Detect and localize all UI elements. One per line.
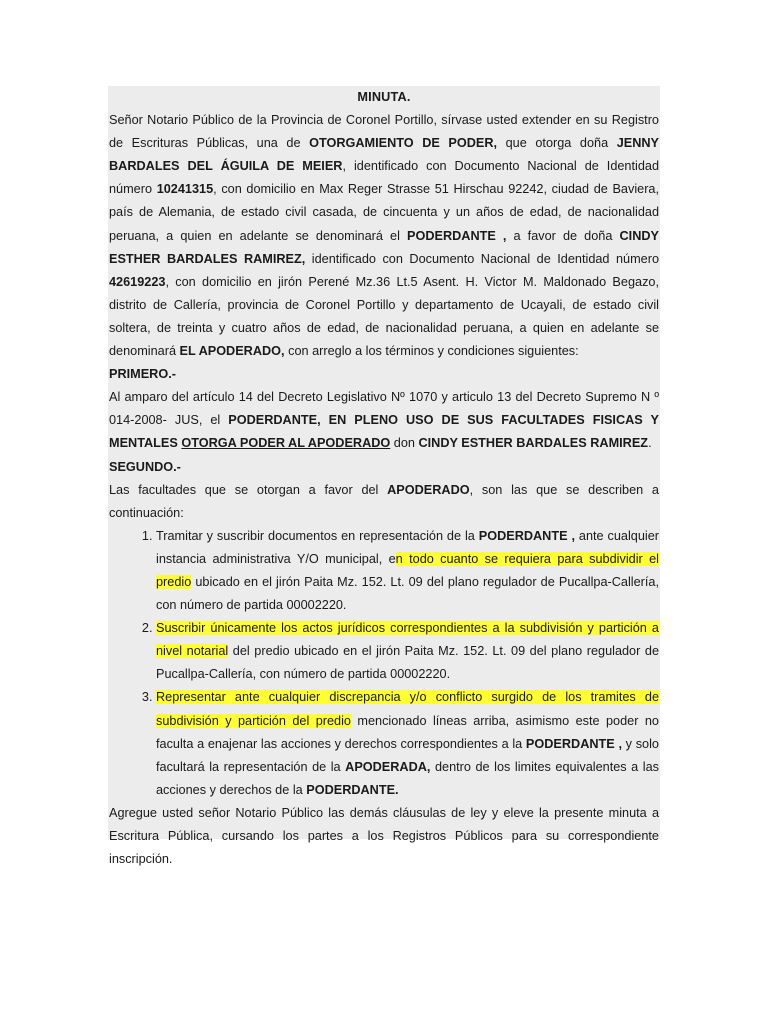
intro-text-1: Señor Notario Público de la Provincia de Coronel Portillo, sírvase usted extender en su Registro de Escrituras Públicas, una de [109, 113, 659, 151]
intro-paragraph [109, 109, 659, 363]
faculty-3-text-2: y solo facultará la representación de la [156, 736, 659, 774]
faculty-3-highlight: Representar ante cualquier discrepancia y/o conflicto surgido de los tramites de subdivisión y partición del predio [156, 690, 659, 728]
faculty-3-text-3: dentro de los limites equivalentes a las acciones y derechos de la [156, 759, 659, 797]
segundo-text-2: , son las que se describen a continuación: [109, 482, 659, 520]
primero-bold-1: PODERDANTE, EN PLENO USO DE SUS FACULTADES FISICAS Y MENTALES [109, 413, 660, 451]
faculty-1-highlight: n todo cuanto se requiera para subdividir el predio [156, 551, 659, 589]
faculty-item-3 [156, 686, 659, 801]
intro-bold-grantor-dni: 10241315 [156, 182, 214, 197]
faculty-1-text-2: ante cualquier instancia administrativa Y/O municipal, e [156, 528, 659, 566]
intro-text-8: con arreglo a los términos y condiciones siguientes: [284, 344, 579, 359]
primero-text-1: Al amparo del artículo 14 del Decreto Legislativo Nº 1070 y articulo 13 del Decreto Supremo N º 014-2008- JUS, el [109, 390, 659, 428]
intro-bold-grantor-name: JENNY BARDALES DEL ÁGUILA DE MEIER [109, 136, 659, 174]
intro-bold-poderdante: PODERDANTE , [407, 228, 507, 243]
segundo-paragraph [109, 479, 659, 525]
segundo-text-1: Las facultades que se otorgan a favor del [109, 482, 388, 497]
primero-heading: PRIMERO.- [109, 367, 176, 382]
intro-text-4: , con domicilio en Max Reger Strasse 51 Hirschau 92242, ciudad de Baviera, país de Alemania, de estado civil casada, de cincuenta y un años de edad, de nacionalidad peruana, a quien en adelante se denominará el [109, 182, 660, 243]
intro-bold-attorney-dni: 42619223 [109, 274, 166, 289]
faculty-item-1 [156, 525, 659, 617]
primero-underlined: OTORGA PODER AL APODERADO [181, 436, 391, 451]
segundo-bold-1: APODERADO [387, 482, 470, 497]
intro-text-7: , con domicilio en jirón Perené Mz.36 Lt.5 Asent. H. Victor M. Maldonado Begazo, distrito de Callería, provincia de Coronel Portillo y departamento de Ucayali, de estado civil soltera, de treinta y cuatro años de edad, de nacionalidad peruana, a quien en adelante se denominará [109, 274, 659, 359]
faculty-3-bold-1: PODERDANTE , [525, 736, 622, 751]
faculty-3-bold-2: APODERADA, [345, 759, 431, 774]
faculty-2-text-1: del predio ubicado en el jirón Paita Mz. 152. Lt. 09 del plano regulador de Pucallpa-Callería, con número de partida 00002220. [156, 644, 659, 682]
primero-text-2: don [390, 436, 419, 451]
primero-text-3: . [648, 436, 652, 451]
primero-bold-2: CINDY ESTHER BARDALES RAMIREZ [418, 436, 649, 451]
faculty-1-text-3: ubicado en el jirón Paita Mz. 152. Lt. 09 del plano regulador de Pucallpa-Callería, con número de partida 00002220. [156, 574, 659, 613]
faculties-list [109, 525, 659, 802]
faculty-item-2 [156, 617, 659, 686]
intro-bold-attorney-name: CINDY ESTHER BARDALES RAMIREZ, [109, 228, 659, 266]
segundo-heading: SEGUNDO.- [109, 459, 181, 474]
document-title: MINUTA. [357, 90, 411, 104]
primero-paragraph [109, 386, 659, 455]
intro-text-6: identificado con Documento Nacional de Identidad número [305, 251, 660, 266]
intro-text-3: , identificado con Documento Nacional de Identidad número [109, 159, 659, 197]
closing-paragraph: Agregue usted señor Notario Público las demás cláusulas de ley y eleve la presente minuta a Escritura Pública, cursando los partes a los Registros Públicos para su correspondiente inscripción. [109, 805, 659, 867]
faculty-3-text-1: mencionado líneas arriba, asimismo este poder no faculta a enajenar las acciones y derechos correspondientes a la [156, 713, 659, 751]
faculty-1-text-1: Tramitar y suscribir documentos en representación de la [156, 528, 479, 543]
intro-text-5: a favor de doña [506, 228, 620, 243]
intro-bold-act: OTORGAMIENTO DE PODER, [309, 136, 498, 151]
minuta-text-block [108, 86, 660, 867]
faculty-3-bold-3: PODERDANTE. [306, 782, 399, 797]
intro-bold-apoderado: EL APODERADO, [179, 344, 285, 359]
faculty-1-bold-1: PODERDANTE , [478, 528, 575, 543]
intro-text-2: que otorga doña [497, 136, 617, 151]
faculty-2-highlight: Suscribir únicamente los actos jurídicos correspondientes a la subdivisión y partición a nivel notarial [156, 621, 659, 659]
